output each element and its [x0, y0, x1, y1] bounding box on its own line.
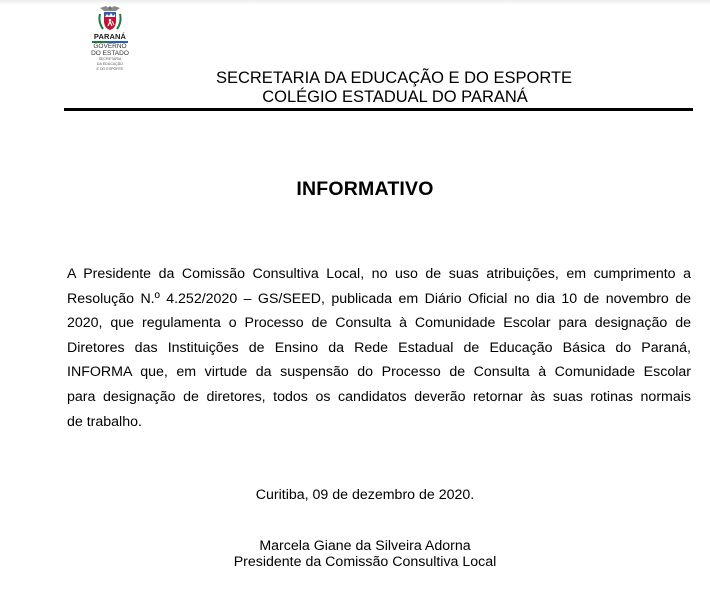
- header-school: COLÉGIO ESTADUAL DO PARANÁ: [262, 88, 528, 106]
- logo-department-line2: DA EDUCAÇÃO: [96, 61, 124, 66]
- body-line: INFORMA que, em virtude da suspensão do Processo de Consulta à Comunidade Escolar: [67, 364, 691, 381]
- signatory-role: Presidente da Comissão Consultiva Local: [233, 554, 497, 570]
- signature-block: [0, 538, 710, 570]
- body-line: Resolução N.º 4.252/2020 – GS/SEED, publicada em Diário Oficial no dia 10 de novembro de: [67, 290, 691, 307]
- body-line: de trabalho.: [67, 413, 142, 430]
- document-header: [180, 69, 610, 107]
- document-body: [67, 262, 691, 434]
- header-divider: [64, 108, 693, 111]
- signatory-name: Marcela Giane da Silveira Adorna: [259, 538, 471, 554]
- logo-department-line1: SECRETARIA: [98, 57, 122, 61]
- header-secretariat: SECRETARIA DA EDUCAÇÃO E DO ESPORTE: [215, 69, 573, 87]
- body-line: 2020, que regulamenta o Processo de Consulta à Comunidade Escolar para designação de: [67, 315, 691, 332]
- logo-government-line1: GOVERNO: [93, 43, 127, 50]
- parana-coat-of-arms-icon: [97, 4, 123, 32]
- document-title-wrap: [0, 178, 710, 201]
- body-line: para designação de diretores, todos os candidatos deverão retornar às suas rotinas normais: [67, 388, 691, 405]
- government-logo: [88, 4, 132, 71]
- logo-government-line2: DO ESTADO: [91, 49, 129, 57]
- body-line: Diretores das Instituições de Ensino da Rede Estadual de Educação Básica do Paraná,: [67, 339, 691, 356]
- document-title: INFORMATIVO: [296, 178, 434, 200]
- place-and-date: Curitiba, 09 de dezembro de 2020.: [255, 487, 475, 503]
- body-line: A Presidente da Comissão Consultiva Local, no uso de suas atribuições, em cumprimento a: [67, 266, 691, 282]
- logo-state-name: PARANÁ: [93, 32, 127, 41]
- logo-department-line3: E DO ESPORTE: [96, 66, 124, 71]
